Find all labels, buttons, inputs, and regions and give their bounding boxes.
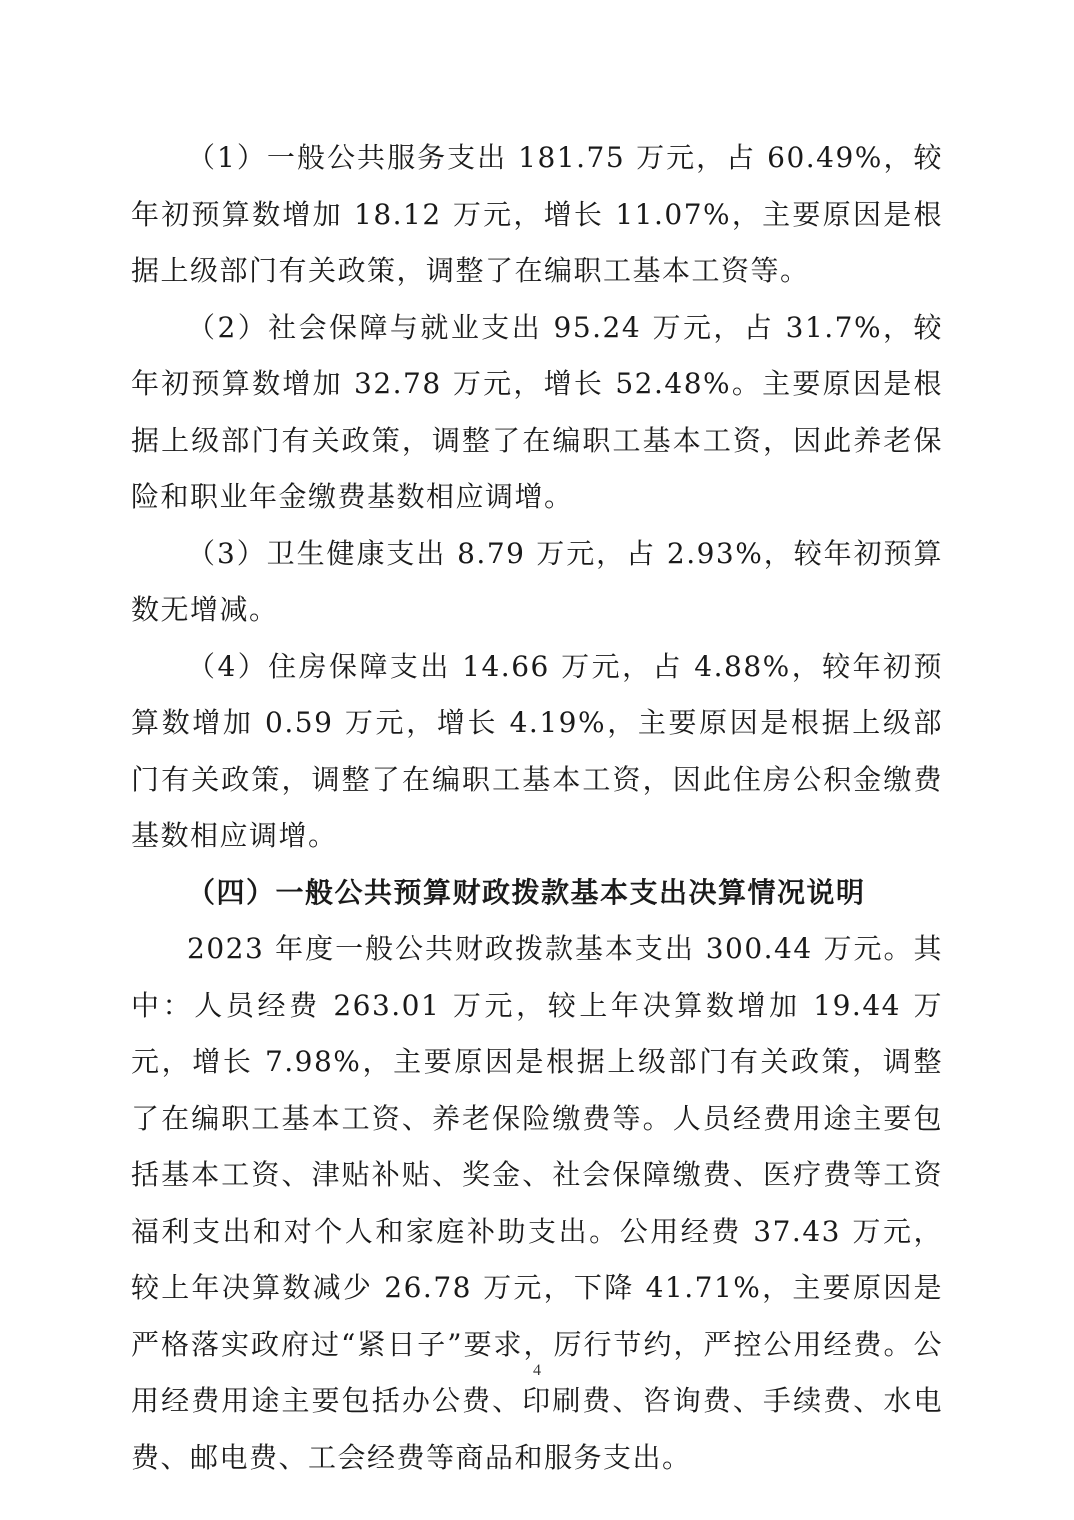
paragraph-basic-expenditure: 2023 年度一般公共财政拨款基本支出 300.44 万元。其中：人员经费 263.01 万元，较上年决算数增加 19.44 万元，增长 7.98%，主要原因是根据上级部门有关政策，调整了在编职工基本工资、养老保险缴费等。人员经费用途主要包括基本工资、津贴补贴、奖金、社会保障缴费、医疗费等工资福利支出和对个人和家庭补助支出。公用经费 37.43 万元，较上年决算数减少 26.78 万元，下降 41.71%，主要原因是严格落实政府过“紧日子”要求，厉行节约，严控公用经费。公用经费用途主要包括办公费、印刷费、咨询费、手续费、水电费、邮电费、工会经费等商品和服务支出。 (131, 932, 943, 1474)
paragraph-housing: （4）住房保障支出 14.66 万元，占 4.88%，较年初预算数增加 0.59 万元，增长 4.19%，主要原因是根据上级部门有关政策，调整了在编职工基本工资，因此住房公积金缴费基数相应调增。 (131, 649, 943, 852)
paragraph-health: （3）卫生健康支出 8.79 万元，占 2.93%，较年初预算数无增减。 (131, 536, 943, 626)
document-body (131, 130, 943, 1486)
paragraph-general-public-services: （1）一般公共服务支出 181.75 万元，占 60.49%，较年初预算数增加 18.12 万元，增长 11.07%，主要原因是根据上级部门有关政策，调整了在编职工基本工资等。 (131, 141, 943, 287)
page-number: 4 (533, 1362, 541, 1379)
section-heading: （四）一般公共预算财政拨款基本支出决算情况说明 (187, 875, 866, 909)
paragraph-social-security: （2）社会保障与就业支出 95.24 万元，占 31.7%，较年初预算数增加 32.78 万元，增长 52.48%。主要原因是根据上级部门有关政策，调整了在编职工基本工资，因此养老保险和职业年金缴费基数相应调增。 (131, 310, 943, 513)
